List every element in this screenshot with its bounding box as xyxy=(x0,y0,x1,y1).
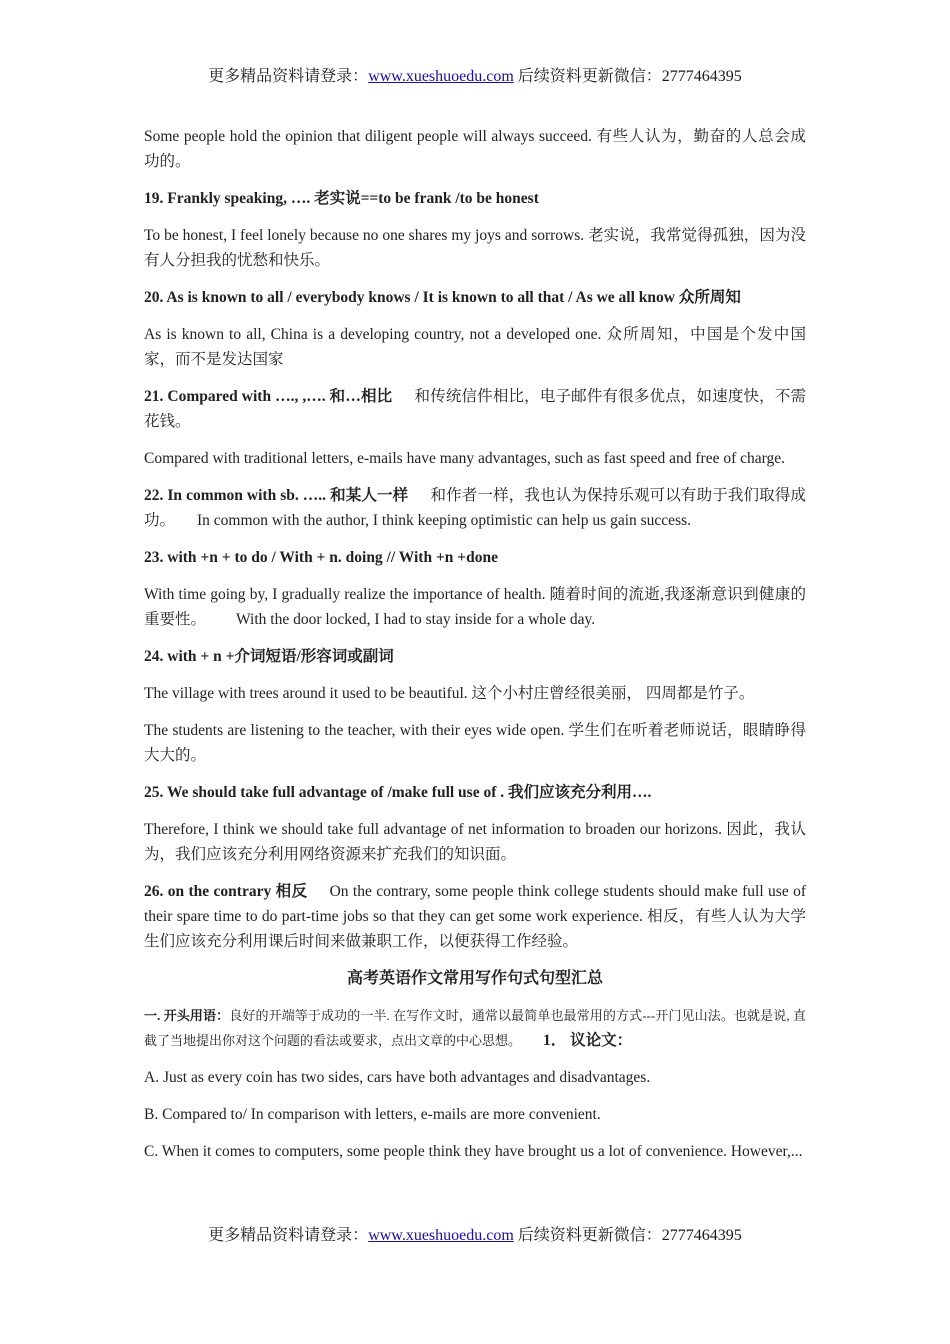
item-25-heading: 25. We should take full advantage of /make full use of . 我们应该充分利用…. xyxy=(144,784,652,801)
footer-link[interactable]: www.xueshuoedu.com xyxy=(368,1227,514,1244)
item-19-example: To be honest, I feel lonely because no one shares my joys and sorrows. 老实说，我常觉得孤独，因为没有人分担我的忧愁和快乐。 xyxy=(144,227,806,269)
item-21-example: Compared with traditional letters, e-mails have many advantages, such as fast speed and free of charge. xyxy=(144,450,786,467)
item-22-block xyxy=(144,483,806,533)
item-23-example-a: With time going by, I gradually realize the importance of health. 随着时间的流逝,我逐渐意识到健康的重要性。 xyxy=(144,586,806,628)
intro-paragraph: Some people hold the opinion that diligent people will always succeed. 有些人认为，勤奋的人总会成功的。 xyxy=(144,128,806,170)
item-26-heading: 26. on the contrary 相反 xyxy=(144,883,308,900)
item-20-heading: 20. As is known to all / everybody knows / It is known to all that / As we all know 众所周知 xyxy=(144,289,741,306)
footer-suffix: 后续资料更新微信：2777464395 xyxy=(513,1227,742,1244)
example-b: B. Compared to/ In comparison with letters, e-mails are more convenient. xyxy=(144,1106,601,1123)
footer-prefix: 更多精品资料请登录： xyxy=(208,1227,369,1244)
item-21-block xyxy=(144,384,806,434)
item-22-heading: 22. In common with sb. ….. 和某人一样 xyxy=(144,487,409,504)
header-link[interactable]: www.xueshuoedu.com xyxy=(368,68,514,85)
item-22-translation: 和作者一样，我也认为保持乐观可以有助于我们取得成功。 xyxy=(144,487,806,529)
example-a: A. Just as every coin has two sides, cars have both advantages and disadvantages. xyxy=(144,1069,651,1086)
item-26-block xyxy=(144,879,806,954)
item-26-example: On the contrary, some people think college students should make full use of their spare time to do part-time jobs so that they can get some work experience. 相反，有些人认为大学生们应该充分利用课后时间来做兼职工作，以便获得工作经验。 xyxy=(144,883,807,950)
document-body xyxy=(144,124,806,1176)
item-22-example: In common with the author, I think keeping optimistic can help us gain success. xyxy=(197,512,692,529)
item-24-heading: 24. with + n +介词短语/形容词或副词 xyxy=(144,648,394,665)
opening-text: 良好的开端等于成功的一半. 在写作文时，通常以最简单也最常用的方式---开门见山法。也就是说, 直截了当地提出你对这个问题的看法或要求，点出文章的中心思想。 xyxy=(144,1008,806,1048)
item-24-example-b: The students are listening to the teacher, with their eyes wide open. 学生们在听着老师说话，眼睛睁得大大的。 xyxy=(144,722,806,764)
opening-block xyxy=(144,1003,806,1053)
header-suffix: 后续资料更新微信：2777464395 xyxy=(513,68,742,85)
page-footer xyxy=(0,1226,950,1246)
header-prefix: 更多精品资料请登录： xyxy=(208,68,369,85)
item-24-example-a: The village with trees around it used to be beautiful. 这个小村庄曾经很美丽， 四周都是竹子。 xyxy=(144,685,755,702)
opening-label: 一. 开头用语： xyxy=(144,1008,230,1023)
item-21-heading: 21. Compared with …., ,…. 和…相比 xyxy=(144,388,393,405)
section-title: 高考英语作文常用写作句式句型汇总 xyxy=(346,970,603,987)
item-23-heading: 23. with +n + to do / With + n. doing // With +n +done xyxy=(144,549,498,566)
page-header xyxy=(0,67,950,87)
example-c: C. When it comes to computers, some people think they have brought us a lot of convenience. However,... xyxy=(144,1143,803,1160)
item-23-example-b: With the door locked, I had to stay inside for a whole day. xyxy=(236,611,596,628)
item-25-example: Therefore, I think we should take full advantage of net information to broaden our horizons. 因此，我认为，我们应该充分利用网络资源来扩充我们的知识面。 xyxy=(144,821,806,863)
item-19-heading: 19. Frankly speaking, …. 老实说==to be frank /to be honest xyxy=(144,190,539,207)
opening-subheading: 1． 议论文： xyxy=(543,1032,633,1049)
item-20-example: As is known to all, China is a developing country, not a developed one. 众所周知，中国是个发中国家，而不是发达国家 xyxy=(144,326,806,368)
item-21-translation: 和传统信件相比，电子邮件有很多优点，如速度快，不需花钱。 xyxy=(144,388,806,430)
item-23-block xyxy=(144,582,806,632)
